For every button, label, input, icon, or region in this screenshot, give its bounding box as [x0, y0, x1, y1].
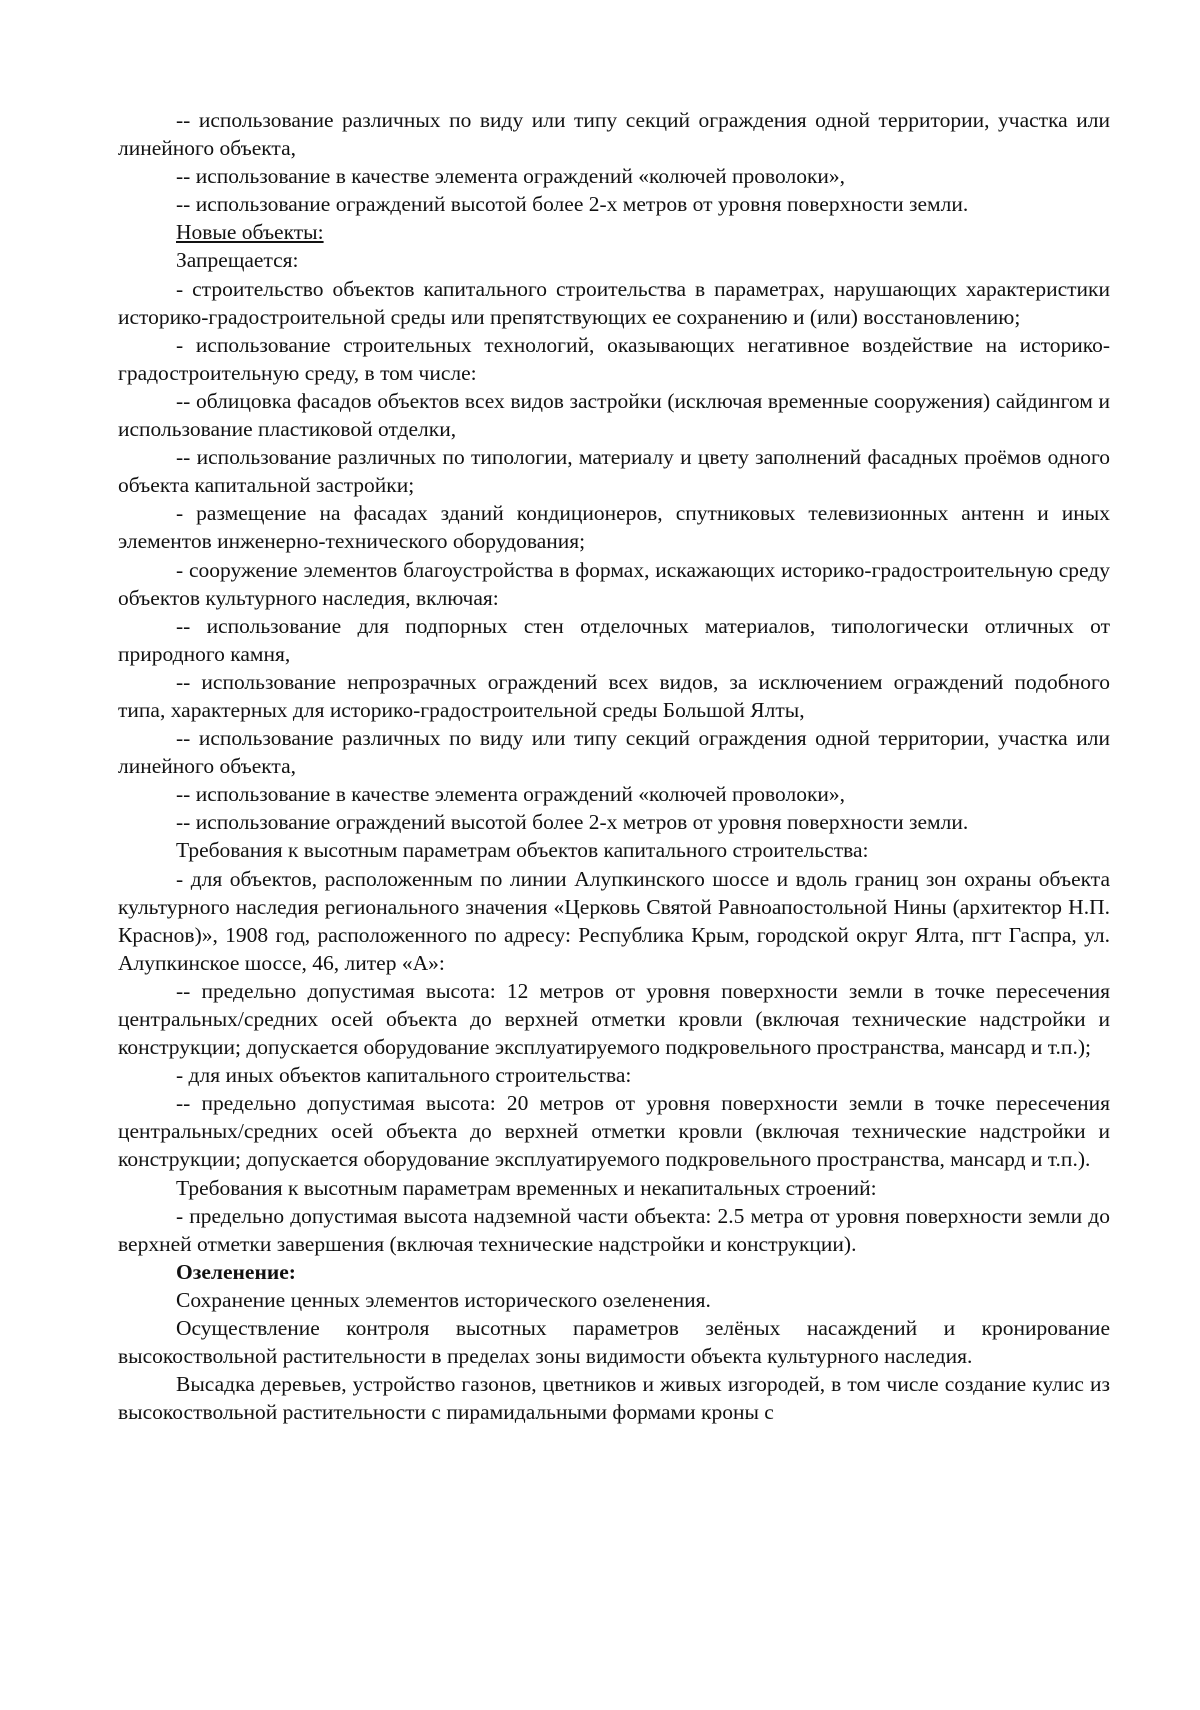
paragraph: - для объектов, расположенным по линии Алупкинского шоссе и вдоль границ зон охраны объекта культурного наследия регионального значения «Церковь Святой Равноапостольной Нины (архитектор Н.П. Краснов)», 1908 год, расположенного по адресу: Республика Крым, городской округ Ялта, пгт Гаспра, ул. Алупкинское шоссе, 46, литер «А»: [118, 866, 1110, 975]
paragraph: -- облицовка фасадов объектов всех видов застройки (исключая временные сооружения) сайдингом и использование пластиковой отделки, [118, 388, 1110, 442]
paragraph: -- использование для подпорных стен отделочных материалов, типологически отличных от природного камня, [118, 613, 1110, 666]
paragraph: Высадка деревьев, устройство газонов, цветников и живых изгородей, в том числе создание кулис из высокоствольной растительности с пирамидальными формами кроны с [118, 1372, 1110, 1425]
paragraph: - сооружение элементов благоустройства в формах, искажающих историко-градостроительную среду объектов культурного наследия, включая: [118, 557, 1110, 610]
paragraph: Требования к высотным параметрам временных и некапитальных строений: [176, 1175, 877, 1200]
paragraph: Осуществление контроля высотных параметров зелёных насаждений и кронирование высокоствольной растительности в пределах зоны видимости объекта культурного наследия. [118, 1316, 1110, 1369]
paragraph: - использование строительных технологий, оказывающих негативное воздействие на историко-градостроительную среду, в том числе: [118, 332, 1110, 385]
paragraph: Запрещается: [176, 248, 299, 273]
paragraph: -- использование различных по виду или типу секций ограждения одной территории, участка или линейного объекта, [118, 726, 1110, 779]
section-heading-greening: Озеленение: [176, 1259, 296, 1284]
document-text [118, 106, 1110, 1426]
paragraph: -- использование непрозрачных ограждений всех видов, за исключением ограждений подобного типа, характерных для историко-градостроительной среды Большой Ялты, [118, 669, 1110, 722]
paragraph: -- использование различных по виду или типу секций ограждения одной территории, участка или линейного объекта, [118, 108, 1110, 161]
paragraph: Сохранение ценных элементов исторического озеленения. [176, 1287, 711, 1312]
paragraph: - строительство объектов капитального строительства в параметрах, нарушающих характеристики историко-градостроительной среды или препятствующих ее сохранению и (или) восстановлению; [118, 276, 1110, 329]
paragraph: - предельно допустимая высота надземной части объекта: 2.5 метра от уровня поверхности земли до верхней отметки завершения (включая технические надстройки и конструкции). [118, 1203, 1110, 1256]
paragraph: Требования к высотным параметрам объектов капитального строительства: [176, 838, 869, 863]
paragraph: -- использование ограждений высотой более 2-х метров от уровня поверхности земли. [176, 810, 969, 835]
paragraph: -- использование в качестве элемента ограждений «колючей проволоки», [176, 782, 846, 807]
paragraph: -- предельно допустимая высота: 20 метров от уровня поверхности земли в точке пересечения центральных/средних осей объекта до верхней отметки кровли (включая технические надстройки и конструкции; допускается оборудование эксплуатируемого подкровельного пространства, мансард и т.п.). [118, 1091, 1110, 1172]
section-heading-new-objects: Новые объекты: [176, 220, 324, 245]
paragraph: -- предельно допустимая высота: 12 метров от уровня поверхности земли в точке пересечения центральных/средних осей объекта до верхней отметки кровли (включая технические надстройки и конструкции; допускается оборудование эксплуатируемого подкровельного пространства, мансард и т.п.); [118, 978, 1110, 1060]
paragraph: - размещение на фасадах зданий кондиционеров, спутниковых телевизионных антенн и иных элементов инженерно-технического оборудования; [118, 501, 1110, 554]
paragraph: -- использование ограждений высотой более 2-х метров от уровня поверхности земли. [176, 192, 969, 217]
paragraph: - для иных объектов капитального строительства: [176, 1063, 632, 1088]
paragraph: -- использование в качестве элемента ограждений «колючей проволоки», [176, 164, 846, 189]
paragraph: -- использование различных по типологии, материалу и цвету заполнений фасадных проёмов одного объекта капитальной застройки; [118, 445, 1110, 498]
